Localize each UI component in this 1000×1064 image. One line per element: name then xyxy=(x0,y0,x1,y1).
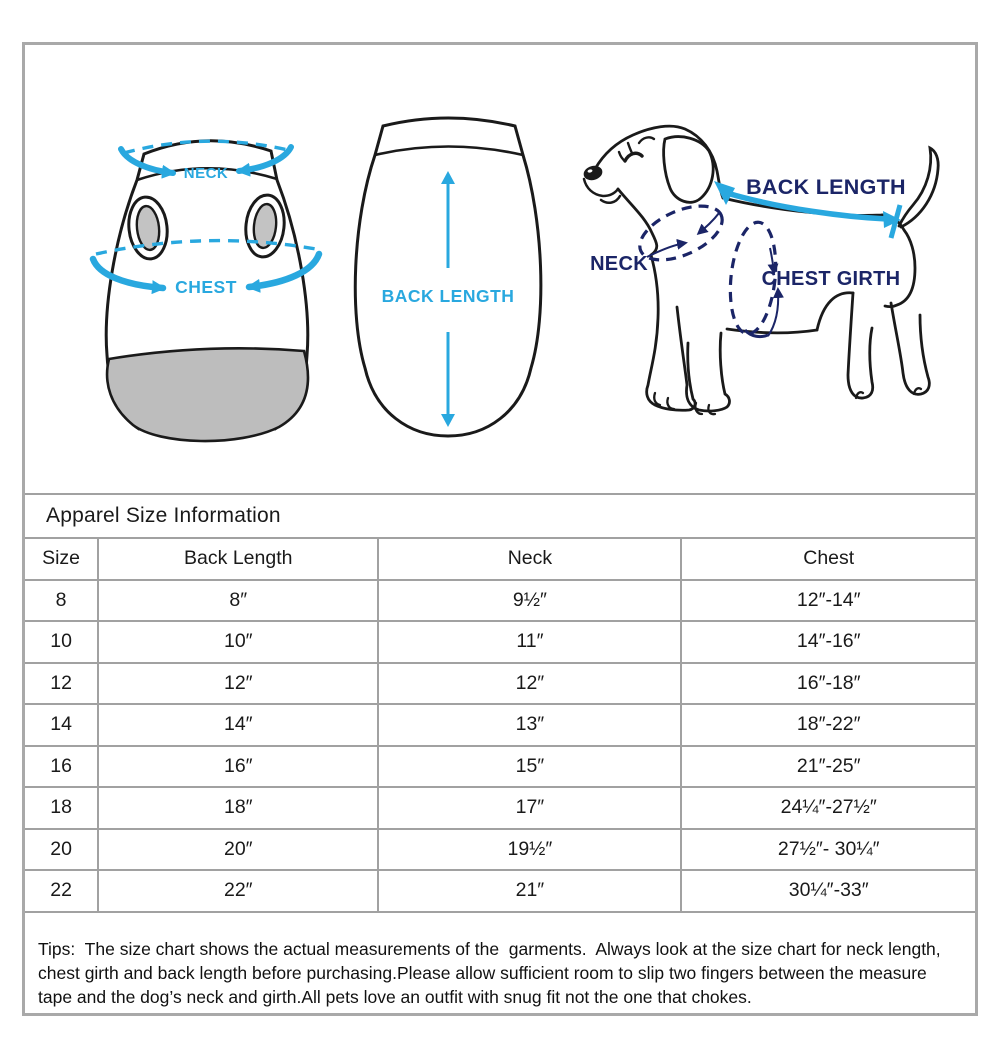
size-chart-panel xyxy=(22,42,978,1016)
measure-arrows xyxy=(647,213,778,336)
table-cell: 14″ xyxy=(98,704,378,746)
back-length-label: BACK LENGTH xyxy=(381,286,515,306)
back-length-label: BACK LENGTH xyxy=(746,175,906,199)
table-cell: 16 xyxy=(25,746,98,788)
table-cell: 30¼″-33″ xyxy=(681,870,975,912)
table-cell: 15″ xyxy=(378,746,681,788)
table-cell: 12″ xyxy=(378,663,681,705)
table-cell: 9½″ xyxy=(378,580,681,622)
table-cell: 22 xyxy=(25,870,98,912)
chest-girth-label: CHEST GIRTH xyxy=(761,268,901,290)
column-header: Chest xyxy=(681,538,975,580)
table-cell: 18 xyxy=(25,787,98,829)
table-cell: 14 xyxy=(25,704,98,746)
table-cell: 19½″ xyxy=(378,829,681,871)
table-cell: 16″-18″ xyxy=(681,663,975,705)
table-cell: 21″ xyxy=(378,870,681,912)
table-cell: 12 xyxy=(25,663,98,705)
table-cell: 16″ xyxy=(98,746,378,788)
table-row xyxy=(25,621,975,663)
neck-label: NECK xyxy=(183,165,229,182)
column-header: Size xyxy=(25,538,98,580)
neck-label: NECK xyxy=(590,253,648,275)
column-header: Neck xyxy=(378,538,681,580)
table-row xyxy=(25,704,975,746)
dog-measure-diagram xyxy=(551,93,975,453)
table-cell: 18″ xyxy=(98,787,378,829)
table-cell: 10″ xyxy=(98,621,378,663)
column-header: Back Length xyxy=(98,538,378,580)
table-cell: 13″ xyxy=(378,704,681,746)
size-table-body xyxy=(25,580,975,912)
table-cell: 8″ xyxy=(98,580,378,622)
table-cell: 27½″- 30¼″ xyxy=(681,829,975,871)
table-row xyxy=(25,787,975,829)
table-cell: 22″ xyxy=(98,870,378,912)
table-cell: 21″-25″ xyxy=(681,746,975,788)
belly-panel xyxy=(107,348,308,441)
size-table xyxy=(25,537,975,913)
table-cell: 10 xyxy=(25,621,98,663)
table-cell: 17″ xyxy=(378,787,681,829)
table-row xyxy=(25,870,975,912)
table-row xyxy=(25,829,975,871)
size-table-header-row xyxy=(25,538,975,580)
table-cell: 11″ xyxy=(378,621,681,663)
table-row xyxy=(25,663,975,705)
garment-back-diagram xyxy=(335,100,565,448)
table-cell: 20″ xyxy=(98,829,378,871)
table-row xyxy=(25,580,975,622)
table-cell: 20 xyxy=(25,829,98,871)
table-cell: 14″-16″ xyxy=(681,621,975,663)
table-cell: 12″-14″ xyxy=(681,580,975,622)
tips-text: Tips: The size chart shows the actual measurements of the garments. Always look at the size chart for neck length, chest girth and back length before purchasing.Please allow sufficient room to slip two fingers between the measure tape and the dog’s neck and girth.All pets love an outfit with snug fit not the one that chokes. xyxy=(38,939,946,1007)
measurement-diagrams xyxy=(25,45,975,493)
chest-label: CHEST xyxy=(175,277,237,297)
table-row xyxy=(25,746,975,788)
garment-front-diagram xyxy=(61,97,361,449)
table-cell: 8 xyxy=(25,580,98,622)
table-cell: 18″-22″ xyxy=(681,704,975,746)
table-cell: 24¼″-27½″ xyxy=(681,787,975,829)
table-title: Apparel Size Information xyxy=(25,493,975,537)
table-cell: 12″ xyxy=(98,663,378,705)
